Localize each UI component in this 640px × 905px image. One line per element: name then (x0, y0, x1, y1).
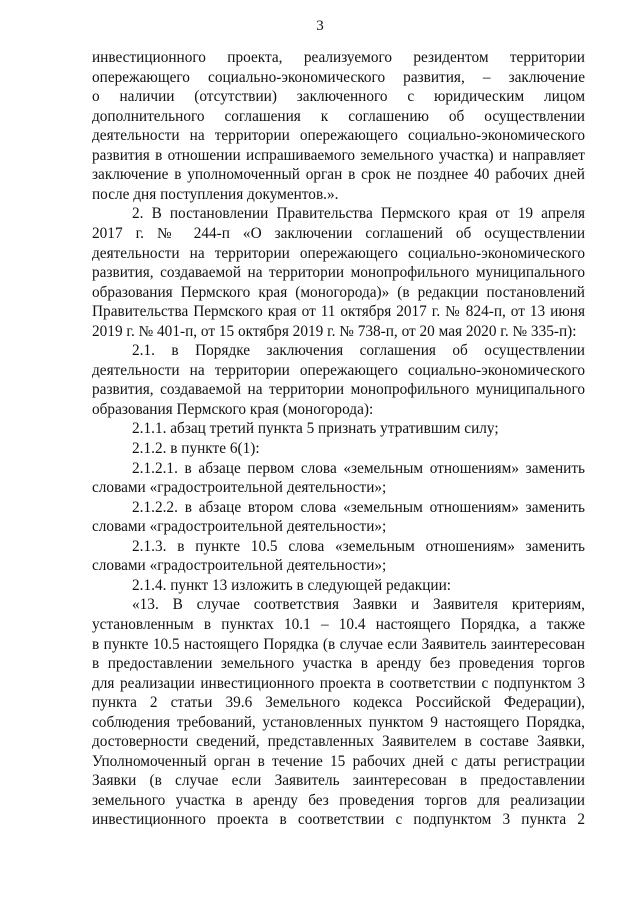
page-number: 3 (316, 18, 324, 34)
text-line: для реализации инвестиционного проекта в соответствии с подпунктом 3 (92, 674, 585, 692)
text-line: Правительства Пермского края от 11 октября 2017 г. № 824-п, от 13 июня (92, 303, 585, 321)
text-line: словами «градостроительной деятельности»; (92, 518, 387, 536)
text-line: 2.1.2.2. в абзаце втором слова «земельным отношениям» заменить (132, 498, 585, 516)
text-line: 2.1.3. в пункте 10.5 слова «земельным отношениям» заменить (132, 537, 585, 555)
text-line: 2.1. в Порядке заключения соглашения об осуществлении (132, 342, 585, 360)
text-line: инвестиционного проекта в соответствии с подпунктом 3 пункта 2 (92, 811, 585, 829)
text-line: инвестиционного проекта, реализуемого резидентом территории (92, 49, 585, 66)
text-line: «13. В случае соответствия Заявки и Заявителя критериям, (132, 596, 585, 614)
text-line: деятельности на территории опережающего социально-экономического (92, 244, 585, 262)
text-line: деятельности на территории опережающего социально-экономического (92, 361, 585, 379)
text-line: установленным в пунктах 10.1 – 10.4 настоящего Порядка, а также (92, 615, 585, 633)
text-line: развития в отношении испрашиваемого земельного участка) и направляет (92, 146, 585, 164)
text-line: достоверности сведений, представленных Заявителем в составе Заявки, (92, 733, 585, 751)
text-line: словами «градостроительной деятельности»; (92, 479, 387, 497)
text-line: дополнительного соглашения к соглашению об осуществлении (92, 107, 585, 125)
text-line: 2.1.2. в пункте 6(1): (132, 440, 260, 457)
text-line: соблюдения требований, установленных пунктом 9 настоящего Порядка, (92, 713, 585, 731)
text-line: развития, создаваемой на территории монопрофильного муниципального (92, 381, 585, 399)
text-line: 2.1.2.1. в абзаце первом слова «земельным отношениям» заменить (132, 459, 585, 477)
text-line: 2.1.1. абзац третий пункта 5 признать утратившим силу; (132, 420, 499, 438)
text-line: образования Пермского края (моногорода)» (в редакции постановлений (92, 283, 585, 301)
text-line: в пункте 10.5 настоящего Порядка (в случае если Заявитель заинтересован (92, 635, 585, 653)
text-line: после дня поступления документов.». (92, 185, 339, 203)
text-line: образования Пермского края (моногорода): (92, 400, 374, 418)
text-line: 2017 г. № 244-п «О заключении соглашений об осуществлении (92, 224, 585, 242)
text-line: 2019 г. № 401-п, от 15 октября 2019 г. № 738-п, от 20 мая 2020 г. № 335-п): (92, 322, 577, 340)
text-line: 2.1.4. пункт 13 изложить в следующей редакции: (132, 576, 452, 594)
text-line: Уполномоченный орган в течение 15 рабочих дней с даты регистрации (92, 752, 585, 770)
text-line: опережающего социально-экономического развития, – заключение (92, 68, 585, 86)
text-line: в предоставлении земельного участка в аренду без проведения торгов (92, 655, 585, 673)
text-line: земельного участка в аренду без проведения торгов для реализации (92, 791, 585, 809)
text-line: Заявки (в случае если Заявитель заинтересован в предоставлении (92, 772, 585, 790)
text-line: развития, создаваемой на территории монопрофильного муниципального (92, 264, 585, 282)
text-line: заключение в уполномоченный орган в срок не позднее 40 рабочих дней (92, 166, 585, 184)
text-line: 2. В постановлении Правительства Пермского края от 19 апреля (132, 205, 585, 223)
text-line: пункта 2 статьи 39.6 Земельного кодекса Российской Федерации), (92, 694, 585, 712)
text-line: словами «градостроительной деятельности»; (92, 557, 387, 575)
text-line: о наличии (отсутствии) заключенного с юридическим лицом (92, 88, 585, 106)
text-line: деятельности на территории опережающего социально-экономического (92, 127, 585, 145)
